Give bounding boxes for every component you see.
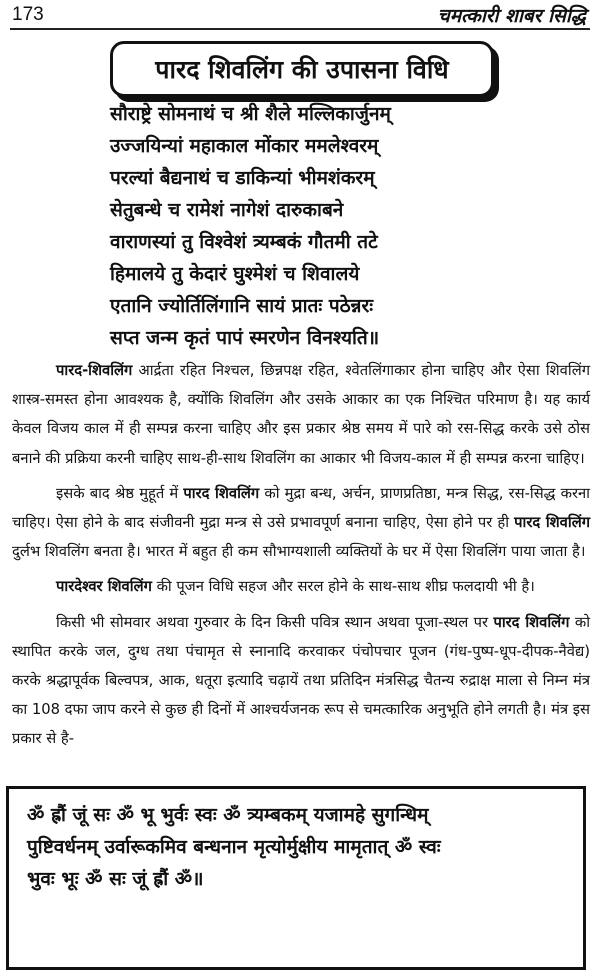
verse-line: एतानि ज्योर्तिलिंगानि सायं प्रातः पठेन्नरः bbox=[110, 295, 374, 317]
mantra-text bbox=[27, 799, 575, 895]
paragraph-text: किसी भी सोमवार अथवा गुरुवार के दिन किसी पवित्र स्थान अथवा पूजा-स्थल पर bbox=[56, 613, 494, 631]
bold-term: पारद-शिवलिंग bbox=[56, 362, 133, 379]
paragraph bbox=[12, 608, 590, 754]
paragraph bbox=[12, 356, 590, 473]
bold-term: पारद शिवलिंग bbox=[183, 484, 260, 502]
paragraph bbox=[12, 572, 590, 601]
running-head: चमत्कारी शाबर सिद्धि bbox=[437, 5, 586, 27]
verse-line: परल्यां बैद्यनाथं च डाकिन्यां भीमशंकरम् bbox=[110, 167, 375, 189]
paragraph-text: दुर्लभ शिवलिंग बनता है। भारत में बहुत ही कम सौभाग्यशाली व्यक्तियों के घर में ऐसा शिवलिंग पाया जाता है। bbox=[12, 543, 586, 561]
paragraph-text: आर्द्रता रहित निश्चल, छिन्नपक्ष रहित, श्वेतलिंगाकार होना चाहिए और ऐसा शिवलिंग शास्त्र-समस्त होना आवश्यक है, क्योंकि शिवलिंग और उसके आकार का एक निश्चित परिमाण है। यह कार्य केवल विजय काल में ही सम्पन्न करना चाहिए और इस प्रकार श्रेष्ठ समय में पारे को रस-सिद्ध करके उसे ठोस बनाने की प्रक्रिया करनी चाहिए साथ-ही-साथ शिवलिंग का आकार भी विजय-काल में ही सम्पन्न करना चाहिए। bbox=[12, 362, 590, 467]
bold-term: पारद शिवलिंग bbox=[493, 613, 570, 631]
verse-line: सेतुबन्धे च रामेशं नागेशं दारुकाबने bbox=[110, 199, 344, 221]
bold-term: पारद शिवलिंग bbox=[514, 514, 590, 532]
mantra-box bbox=[6, 786, 586, 970]
paragraph bbox=[12, 479, 590, 567]
verse-line: सप्त जन्म कृतं पापं स्मरणेन विनश्यति॥ bbox=[110, 327, 380, 349]
paragraph-text: की पूजन विधि सहज और सरल होने के साथ-साथ शीघ्र फलदायी भी है। bbox=[151, 578, 535, 596]
mantra-line: ॐ ह्रौं जूं सः ॐ भू भुर्वः स्वः ॐ त्र्यम्बकम् यजामहे सुगन्धिम् bbox=[27, 804, 429, 826]
verse-line: उज्जयिन्यां महाकाल मोंकार ममलेश्वरम् bbox=[110, 135, 379, 157]
verse-line: सौराष्ट्रे सोमनाथं च श्री शैले मल्लिकार्जुनम् bbox=[110, 103, 391, 125]
page-title: पारद शिवलिंग की उपासना विधि bbox=[155, 55, 449, 84]
mantra-line: पुष्टिवर्धनम् उर्वारूकमिव बन्धनान मृत्योर्मुक्षीय मामृतात् ॐ स्वः bbox=[27, 836, 441, 858]
paragraph-text: को मुद्रा बन्ध, अर्चन, प्राणप्रतिष्ठा, मन्त्र सिद्ध, रस-सिद्ध करना चाहिए। ऐसा होने के बाद संजीवनी मुद्रा मन्त्र से उसे प्रभावपूर्ण बनाना चाहिए, ऐसा होने पर ही bbox=[12, 484, 590, 532]
title-box bbox=[110, 41, 494, 97]
page-number: 173 bbox=[12, 4, 44, 25]
verse-block bbox=[110, 98, 530, 354]
header-rule bbox=[10, 28, 590, 30]
paragraph-text: इसके बाद श्रेष्ठ मुहूर्त में bbox=[56, 484, 184, 502]
bold-term: पारदेश्वर शिवलिंग bbox=[56, 578, 152, 596]
mantra-line: भुवः भूः ॐ सः जूं ह्रौं ॐ॥ bbox=[27, 868, 204, 890]
verse-line: वाराणस्यां तु विश्वेशं त्र्यम्बकं गौतमी तटे bbox=[110, 231, 378, 253]
verse-line: हिमालये तु केदारं घुश्मेशं च शिवालये bbox=[110, 263, 360, 285]
body-text bbox=[12, 356, 590, 760]
paragraph-text: को स्थापित करके जल, दुग्ध तथा पंचामृत से स्नानादि करवाकर पंचोपचार पूजन (गंध-पुष्प-धूप-दीपक-नैवेद्य) करके श्रद्धापूर्वक बिल्वपत्र, आक, धतूरा इत्यादि चढ़ायें तथा प्रतिदिन मंत्रसिद्ध चैतन्य रुद्राक्ष माला से निम्न मंत्र का 108 दफा जाप करने से कुछ ही दिनों में आश्चर्यजनक रूप से चमत्कारिक अनुभूति होने लगती है। मंत्र इस प्रकार से है- bbox=[12, 613, 591, 748]
